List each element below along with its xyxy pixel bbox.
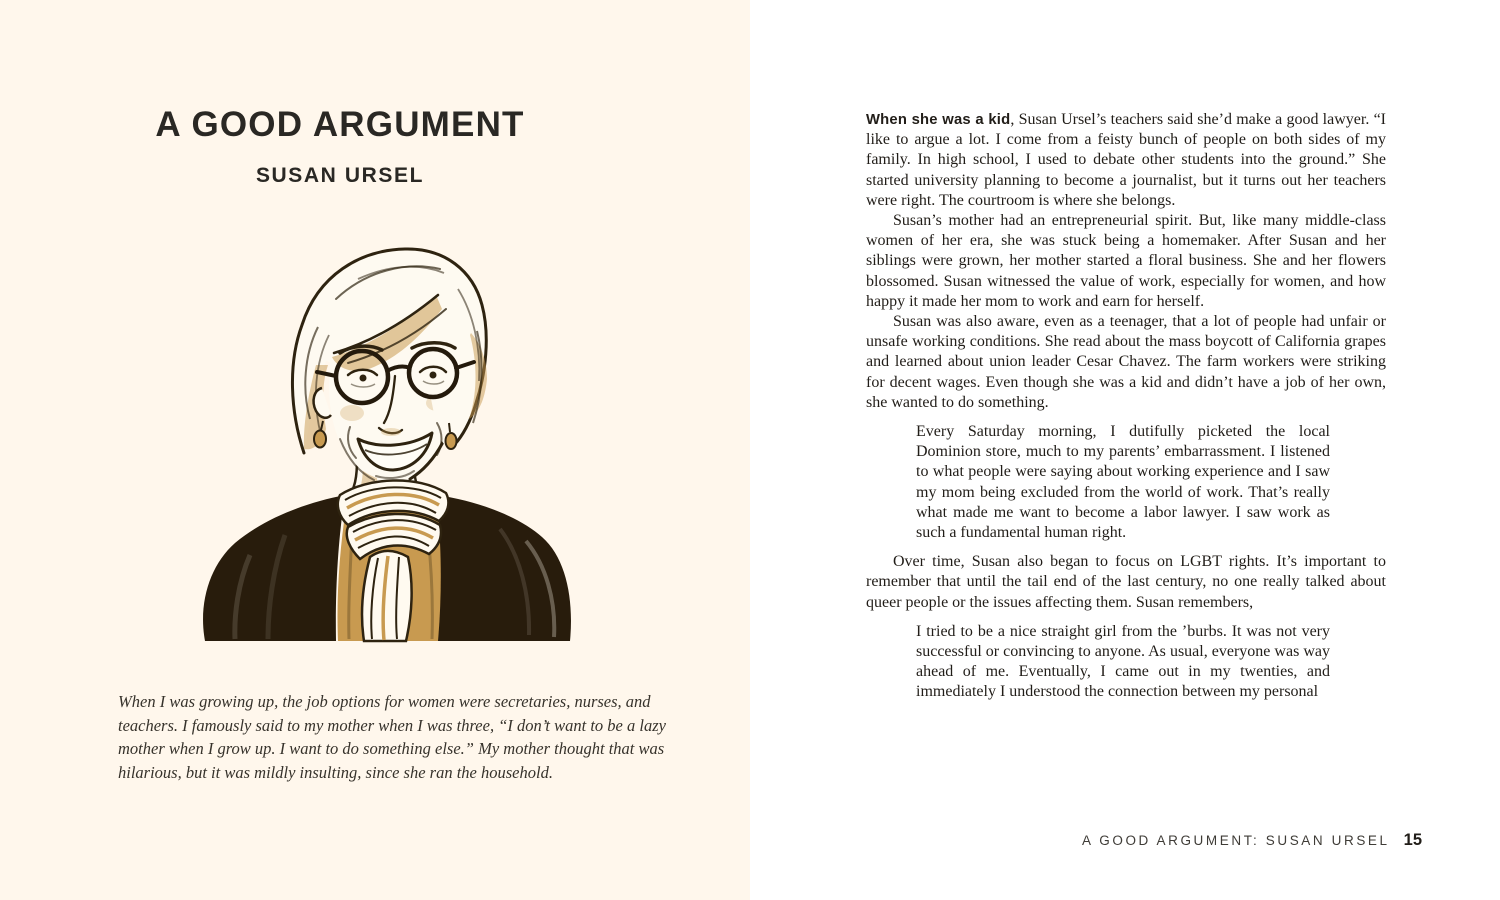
pull-quote: When I was growing up, the job options for women were secretaries, nurses, and teachers. I famously said to my mother when I was three, “I don’t want to be a lazy mother when I grow up. I want to do something else.” My mother thought that was hilarious, but it was mildly insulting, since she ran the household. (118, 692, 666, 782)
block-quote: Every Saturday morning, I dutifully picketed the local Dominion store, much to my parents’ embarrassment. I listened to what people were saying about working experience and I saw my mom being excluded from the world of work. That’s really what made me want to become a labor lawyer. I saw work as such a fundamental human right. (916, 423, 1330, 542)
chapter-subtitle: SUSAN URSEL (255, 163, 425, 187)
woman-portrait-icon (190, 243, 590, 649)
right-page (750, 0, 1500, 900)
block-quote: I tried to be a nice straight girl from the ’burbs. It was not very successful or convincing to anyone. As usual, everyone was way ahead of me. Eventually, I came out in my twenties, and immediately I understood the connection between my personal (916, 622, 1330, 701)
paragraph-lead-text: , Susan Ursel’s teachers said she’d make a good lawyer. “I like to argue a lot. I come from a feisty bunch of people on both sides of my family. In high school, I used to debate other students into the ground.” She started university planning to become a journalist, but it turns out her teachers were right. The courtroom is where she belongs. (866, 111, 1386, 209)
paragraph: Over time, Susan also began to focus on LGBT rights. It’s important to remember that until the tail end of the last century, no one really talked about queer people or the issues affecting them. Susan remembers, (866, 553, 1386, 611)
body-text-column (866, 110, 1386, 712)
paragraph-lead (866, 110, 1386, 211)
lead-in-phrase: When she was a kid (866, 112, 1011, 128)
running-footer (1082, 831, 1422, 850)
page-number: 15 (1403, 831, 1422, 849)
chapter-title: A GOOD ARGUMENT (155, 105, 525, 144)
paragraph: Susan’s mother had an entrepreneurial spirit. But, like many middle-class women of her era, she was stuck being a homemaker. After Susan and her siblings were grown, her mother started a floral business. She and her flowers blossomed. Susan witnessed the value of work, especially for women, and how happy it made her mom to work and earn for herself. (866, 212, 1386, 310)
paragraph: Susan was also aware, even as a teenager, that a lot of people had unfair or unsafe working conditions. She read about the mass boycott of California grapes and learned about union leader Cesar Chavez. The farm workers were striking for decent wages. Even though she was a kid and didn’t have a job of her own, she wanted to do something. (866, 313, 1386, 411)
chapter-header (40, 106, 640, 188)
portrait-illustration (190, 243, 590, 649)
running-head: A GOOD ARGUMENT: SUSAN URSEL (1082, 833, 1390, 848)
